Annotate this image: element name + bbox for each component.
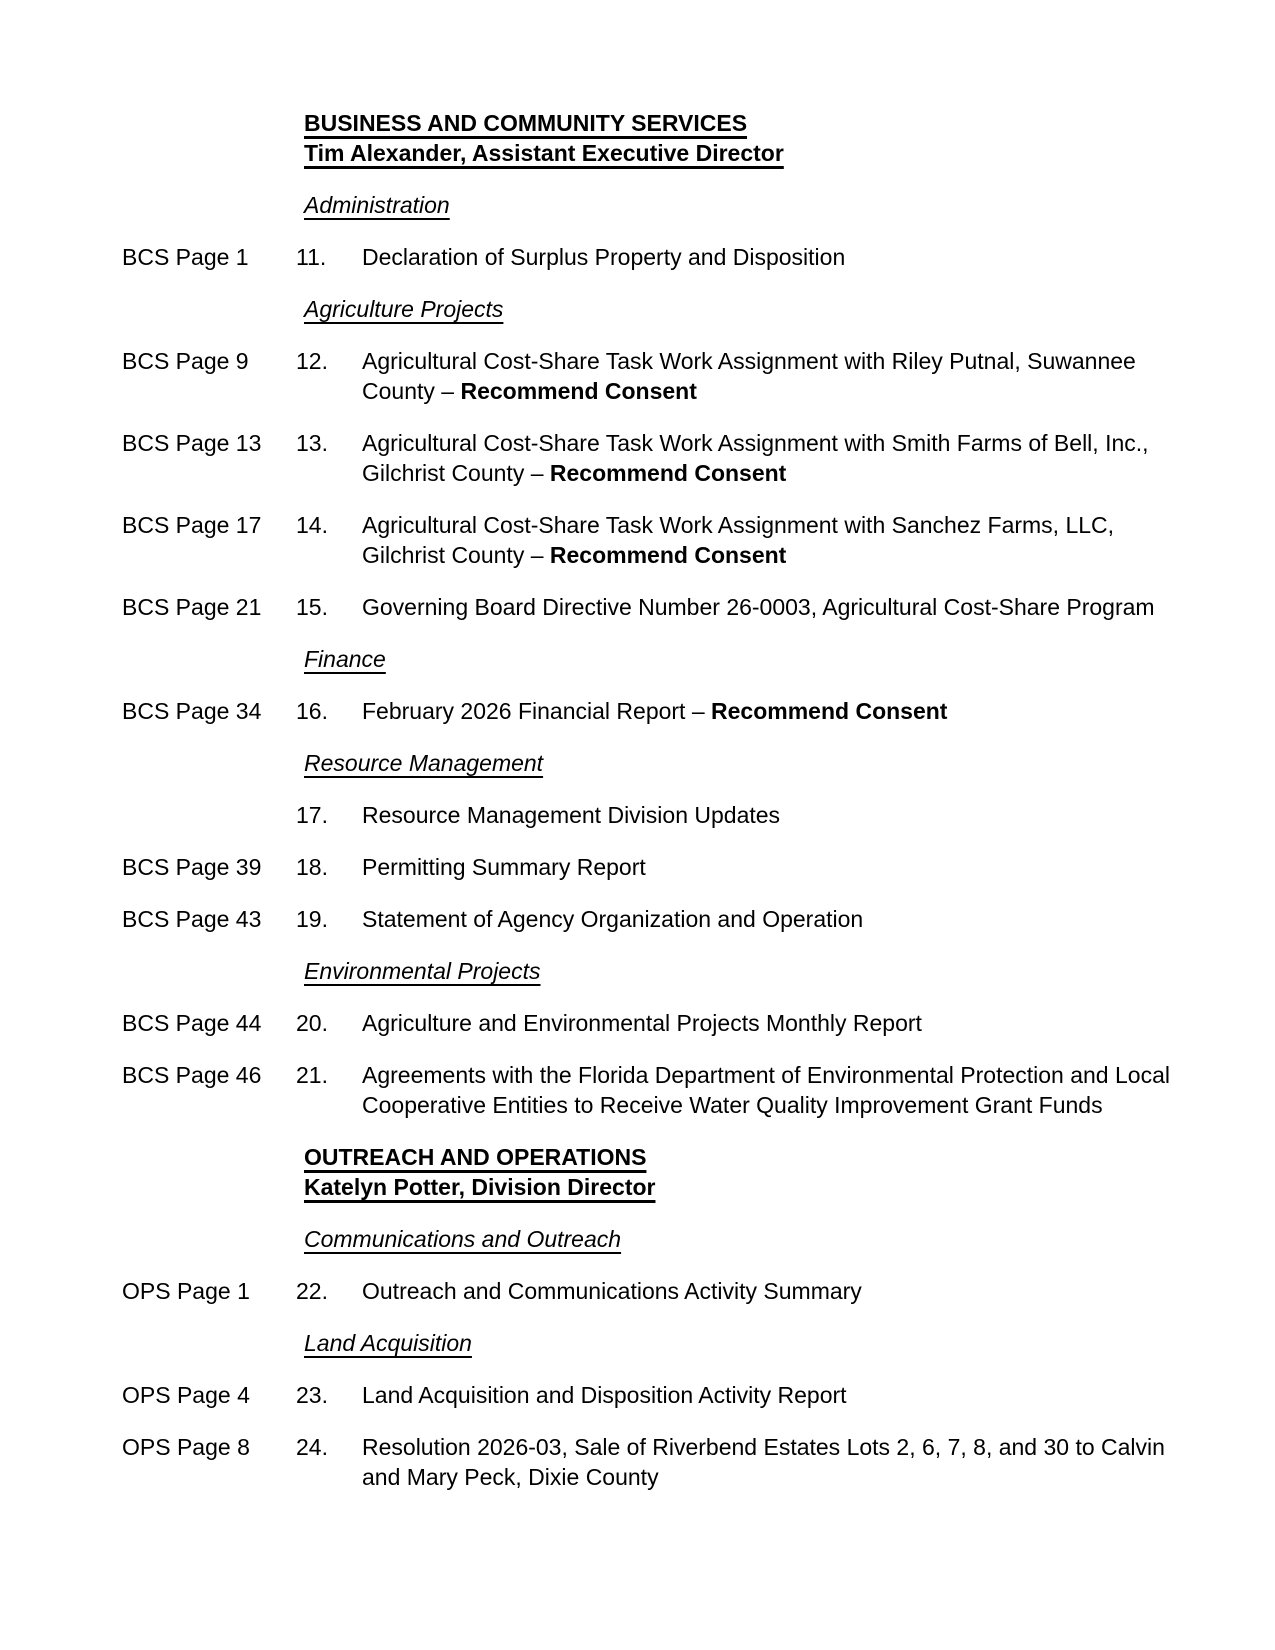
section-heading: Administration (304, 192, 450, 218)
item-text-segment: and Mary Peck, Dixie County (362, 1464, 659, 1490)
item-text-segment: Agricultural Cost-Share Task Work Assignment with Sanchez Farms, LLC, (362, 512, 1115, 538)
page-ref: OPS Page 4 (122, 1382, 250, 1408)
agenda-item-row (122, 428, 1217, 488)
division-title: BUSINESS AND COMMUNITY SERVICES (304, 110, 748, 136)
section-heading-block (296, 1328, 1217, 1358)
item-text-segment: Agriculture and Environmental Projects Monthly Report (362, 1010, 922, 1036)
section-heading: Finance (304, 646, 386, 672)
item-text-line (362, 1462, 1217, 1492)
agenda-item-row (122, 510, 1217, 570)
section-heading: Environmental Projects (304, 958, 541, 984)
item-text-line (362, 592, 1217, 622)
item-text-line (362, 696, 1217, 726)
section-heading-block (296, 956, 1217, 986)
item-text-segment: Agricultural Cost-Share Task Work Assignment with Riley Putnal, Suwannee (362, 348, 1136, 374)
item-number: 13. (296, 430, 328, 456)
item-number: 12. (296, 348, 328, 374)
page-ref: BCS Page 39 (122, 854, 262, 880)
item-number: 16. (296, 698, 328, 724)
section-heading-block (296, 294, 1217, 324)
item-number: 14. (296, 512, 328, 538)
item-number: 23. (296, 1382, 328, 1408)
item-text (362, 1060, 1217, 1120)
item-text-line (362, 540, 1217, 570)
agenda-item-row (122, 852, 1217, 882)
item-text-line (362, 458, 1217, 488)
agenda-item-row (122, 1380, 1217, 1410)
item-text (362, 696, 1217, 726)
agenda-item-row (122, 800, 1217, 830)
item-text-line (362, 376, 1217, 406)
item-text (362, 346, 1217, 406)
item-text-line (362, 510, 1217, 540)
item-text (362, 510, 1217, 570)
item-text-line (362, 1090, 1217, 1120)
section-heading: Resource Management (304, 750, 544, 776)
item-text-segment: Recommend Consent (460, 378, 697, 404)
item-text-segment: Recommend Consent (549, 542, 787, 568)
division-title-line-wrap (304, 138, 1217, 168)
item-text-segment: Declaration of Surplus Property and Disposition (362, 244, 846, 270)
item-number: 17. (296, 802, 328, 828)
item-text-line (362, 800, 1217, 830)
item-text-line (362, 242, 1217, 272)
item-text-line (362, 852, 1217, 882)
item-number: 24. (296, 1434, 328, 1460)
section-heading-row (122, 1328, 1217, 1358)
item-text-segment: Recommend Consent (711, 698, 948, 724)
item-text-segment: Recommend Consent (549, 460, 787, 486)
agenda-item-row (122, 1432, 1217, 1492)
section-heading-row (122, 1224, 1217, 1254)
page-ref: BCS Page 43 (122, 906, 262, 932)
item-number: 11. (296, 244, 327, 270)
page-ref: BCS Page 13 (122, 430, 262, 456)
item-text-segment: Cooperative Entities to Receive Water Quality Improvement Grant Funds (362, 1092, 1103, 1118)
item-text-line (362, 428, 1217, 458)
division-title-row (122, 108, 1217, 168)
item-number: 22. (296, 1278, 328, 1304)
agenda-item-row (122, 592, 1217, 622)
page-ref: BCS Page 44 (122, 1010, 262, 1036)
division-title-row (122, 1142, 1217, 1202)
section-heading-block (296, 190, 1217, 220)
agenda-item-row (122, 1008, 1217, 1038)
section-heading: Land Acquisition (304, 1330, 472, 1356)
item-text-segment: Agricultural Cost-Share Task Work Assignment with Smith Farms of Bell, Inc., (362, 430, 1149, 456)
page-ref: BCS Page 34 (122, 698, 262, 724)
agenda-item-row (122, 1276, 1217, 1306)
agenda-item-row (122, 1060, 1217, 1120)
page-ref: OPS Page 1 (122, 1278, 250, 1304)
item-number: 21. (296, 1062, 328, 1088)
item-text-line (362, 346, 1217, 376)
section-heading-row (122, 294, 1217, 324)
item-text (362, 428, 1217, 488)
item-text-segment: County – (362, 378, 461, 404)
item-text (362, 1380, 1217, 1410)
page-ref: BCS Page 46 (122, 1062, 262, 1088)
item-number: 18. (296, 854, 328, 880)
item-text-segment: February 2026 Financial Report – (362, 698, 712, 724)
agenda-item-row (122, 696, 1217, 726)
item-text-segment: Outreach and Communications Activity Summary (362, 1278, 862, 1304)
division-title-block (296, 108, 1217, 168)
item-text-segment: Gilchrist County – (362, 460, 550, 486)
division-title-line-wrap (304, 1172, 1217, 1202)
section-heading-row (122, 190, 1217, 220)
section-heading-row (122, 748, 1217, 778)
item-text-segment: Permitting Summary Report (362, 854, 646, 880)
item-text (362, 852, 1217, 882)
item-text-segment: Statement of Agency Organization and Operation (362, 906, 864, 932)
division-title: OUTREACH AND OPERATIONS (304, 1144, 647, 1170)
page-ref: BCS Page 1 (122, 244, 249, 270)
item-text (362, 1276, 1217, 1306)
division-title-line-wrap (304, 1142, 1217, 1172)
section-heading-row (122, 956, 1217, 986)
division-title-block (296, 1142, 1217, 1202)
item-text-line (362, 1008, 1217, 1038)
agenda-item-row (122, 904, 1217, 934)
page-ref: BCS Page 17 (122, 512, 262, 538)
agenda-item-row (122, 242, 1217, 272)
item-text-line (362, 904, 1217, 934)
item-text-line (362, 1432, 1217, 1462)
item-number: 20. (296, 1010, 328, 1036)
item-text (362, 1008, 1217, 1038)
division-title-line-wrap (304, 108, 1217, 138)
item-text-segment: Agreements with the Florida Department of Environmental Protection and Local (362, 1062, 1170, 1088)
division-title: Tim Alexander, Assistant Executive Director (304, 140, 784, 166)
section-heading-block (296, 748, 1217, 778)
item-text-segment: Land Acquisition and Disposition Activity Report (362, 1382, 847, 1408)
page-ref: BCS Page 21 (122, 594, 262, 620)
agenda-item-row (122, 346, 1217, 406)
page-ref: BCS Page 9 (122, 348, 249, 374)
item-text-segment: Resolution 2026-03, Sale of Riverbend Estates Lots 2, 6, 7, 8, and 30 to Calvin (362, 1434, 1165, 1460)
item-text (362, 242, 1217, 272)
item-text-line (362, 1380, 1217, 1410)
item-text (362, 800, 1217, 830)
item-text-segment: Resource Management Division Updates (362, 802, 781, 828)
item-text-line (362, 1276, 1217, 1306)
item-text (362, 904, 1217, 934)
section-heading-block (296, 644, 1217, 674)
agenda-content (122, 108, 1217, 1492)
item-text (362, 1432, 1217, 1492)
item-text-line (362, 1060, 1217, 1090)
section-heading-block (296, 1224, 1217, 1254)
item-text-segment: Gilchrist County – (362, 542, 550, 568)
item-text (362, 592, 1217, 622)
item-number: 19. (296, 906, 328, 932)
item-number: 15. (296, 594, 328, 620)
section-heading: Agriculture Projects (304, 296, 504, 322)
section-heading-row (122, 644, 1217, 674)
division-title: Katelyn Potter, Division Director (304, 1174, 656, 1200)
item-text-segment: Governing Board Directive Number 26-0003, Agricultural Cost-Share Program (362, 594, 1155, 620)
section-heading: Communications and Outreach (304, 1226, 622, 1252)
page-ref: OPS Page 8 (122, 1434, 250, 1460)
